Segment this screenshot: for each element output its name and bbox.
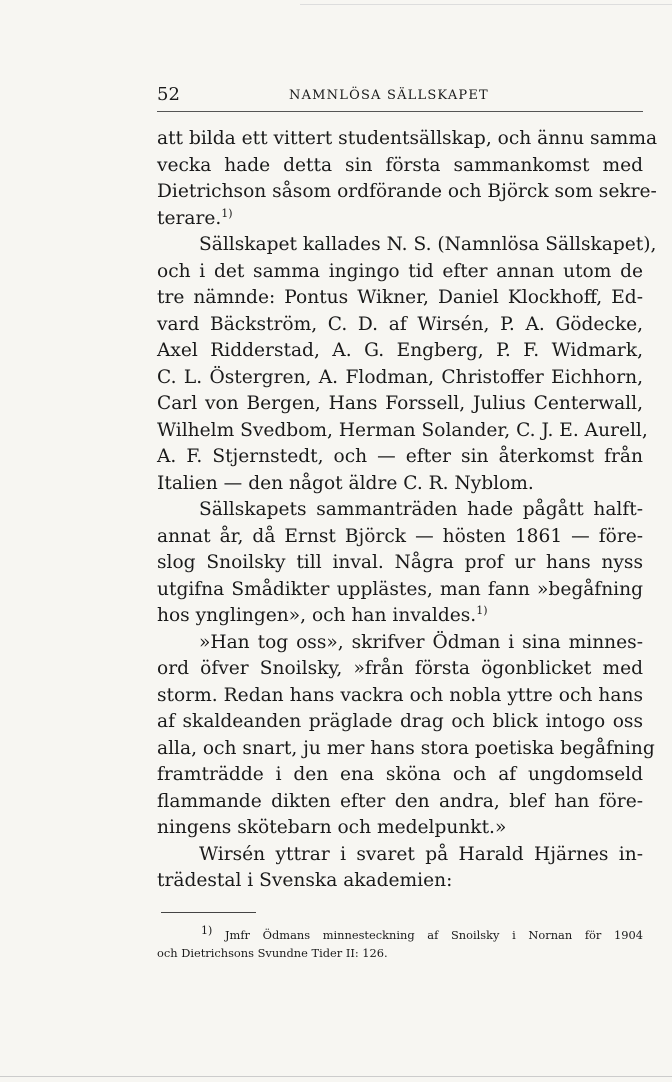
text-line: »Han tog oss», skrifver Ödman i sina minnes- bbox=[199, 631, 643, 653]
text-line: flammande dikten efter den andra, blef han före- bbox=[157, 790, 643, 812]
text-line: Wirsén yttrar i svaret på Harald Hjärnes in- bbox=[199, 843, 643, 865]
text-line: Italien — den något äldre C. R. Nyblom. bbox=[157, 472, 534, 494]
page-number: 52 bbox=[157, 84, 180, 105]
text-line: vecka hade detta sin första sammankomst med bbox=[157, 154, 643, 176]
footnote-line: och Dietrichsons Svundne Tider II: 126. bbox=[157, 946, 388, 960]
header-rule bbox=[157, 111, 643, 112]
text-line: att bilda ett vittert studentsällskap, och ännu samma bbox=[157, 128, 658, 149]
body-text bbox=[157, 126, 658, 895]
text-line bbox=[157, 603, 643, 630]
text-line: ord öfver Snoilsky, »från första ögonblicket med bbox=[157, 658, 643, 679]
page-header bbox=[157, 84, 643, 108]
footnote-line bbox=[157, 926, 643, 944]
text-line: af skaldeanden präglade drag och blick intogo oss bbox=[157, 711, 643, 732]
footnote-marker: 1) bbox=[201, 924, 213, 938]
footnote-rule bbox=[161, 912, 256, 913]
text-line: vard Bäckström, C. D. af Wirsén, P. A. Gödecke, bbox=[157, 313, 643, 335]
text-line: annat år, då Ernst Björck — hösten 1861 — före- bbox=[157, 525, 643, 547]
text-line: Carl von Bergen, Hans Forssell, Julius Centerwall, bbox=[157, 393, 643, 414]
text-line: Sällskapet kallades N. S. (Namnlösa Sällskapet), bbox=[199, 234, 657, 255]
footnote-text: Jmfr Ödmans minnesteckning af Snoilsky i Nornan för 1904 bbox=[224, 928, 643, 942]
running-title: NAMNLÖSA SÄLLSKAPET bbox=[289, 88, 489, 103]
text-line: slog Snoilsky till inval. Några prof ur hans nyss bbox=[157, 552, 643, 573]
text-line-content: terare. bbox=[157, 207, 222, 229]
text-line: framträdde i den ena sköna och af ungdomseld bbox=[157, 764, 643, 785]
text-line: trädestal i Svenska akademien: bbox=[157, 870, 453, 891]
footnote-ref: 1) bbox=[476, 603, 488, 617]
scan-edge-line bbox=[0, 1076, 672, 1077]
text-line: Axel Ridderstad, A. G. Engberg, P. F. Widmark, bbox=[157, 340, 643, 361]
footnote bbox=[157, 926, 643, 962]
text-line: A. F. Stjernstedt, och — efter sin återkomst från bbox=[157, 446, 643, 467]
text-line: Wilhelm Svedbom, Herman Solander, C. J. E. Aurell, bbox=[157, 419, 648, 441]
text-line: tre nämnde: Pontus Wikner, Daniel Klockhoff, Ed- bbox=[157, 287, 643, 308]
text-line: och i det samma ingingo tid efter annan utom de bbox=[157, 260, 643, 282]
text-line: alla, och snart, ju mer hans stora poetiska begåfning bbox=[157, 737, 655, 759]
text-line: utgifna Smådikter upplästes, man fann »begåfning bbox=[157, 578, 643, 600]
text-line: storm. Redan hans vackra och nobla yttre och hans bbox=[157, 684, 643, 706]
text-line: ningens skötebarn och medelpunkt.» bbox=[157, 817, 507, 838]
text-line-content: hos ynglingen», och han invaldes. bbox=[157, 605, 477, 626]
footnote-ref: 1) bbox=[221, 206, 233, 220]
text-line: C. L. Östergren, A. Flodman, Christoffer Eichhorn, bbox=[157, 366, 643, 388]
text-line bbox=[157, 206, 643, 233]
text-line: Dietrichson såsom ordförande och Björck som sekre- bbox=[157, 181, 657, 202]
scan-edge-line bbox=[300, 4, 672, 5]
text-line: Sällskapets sammanträden hade pågått halft- bbox=[199, 499, 643, 520]
